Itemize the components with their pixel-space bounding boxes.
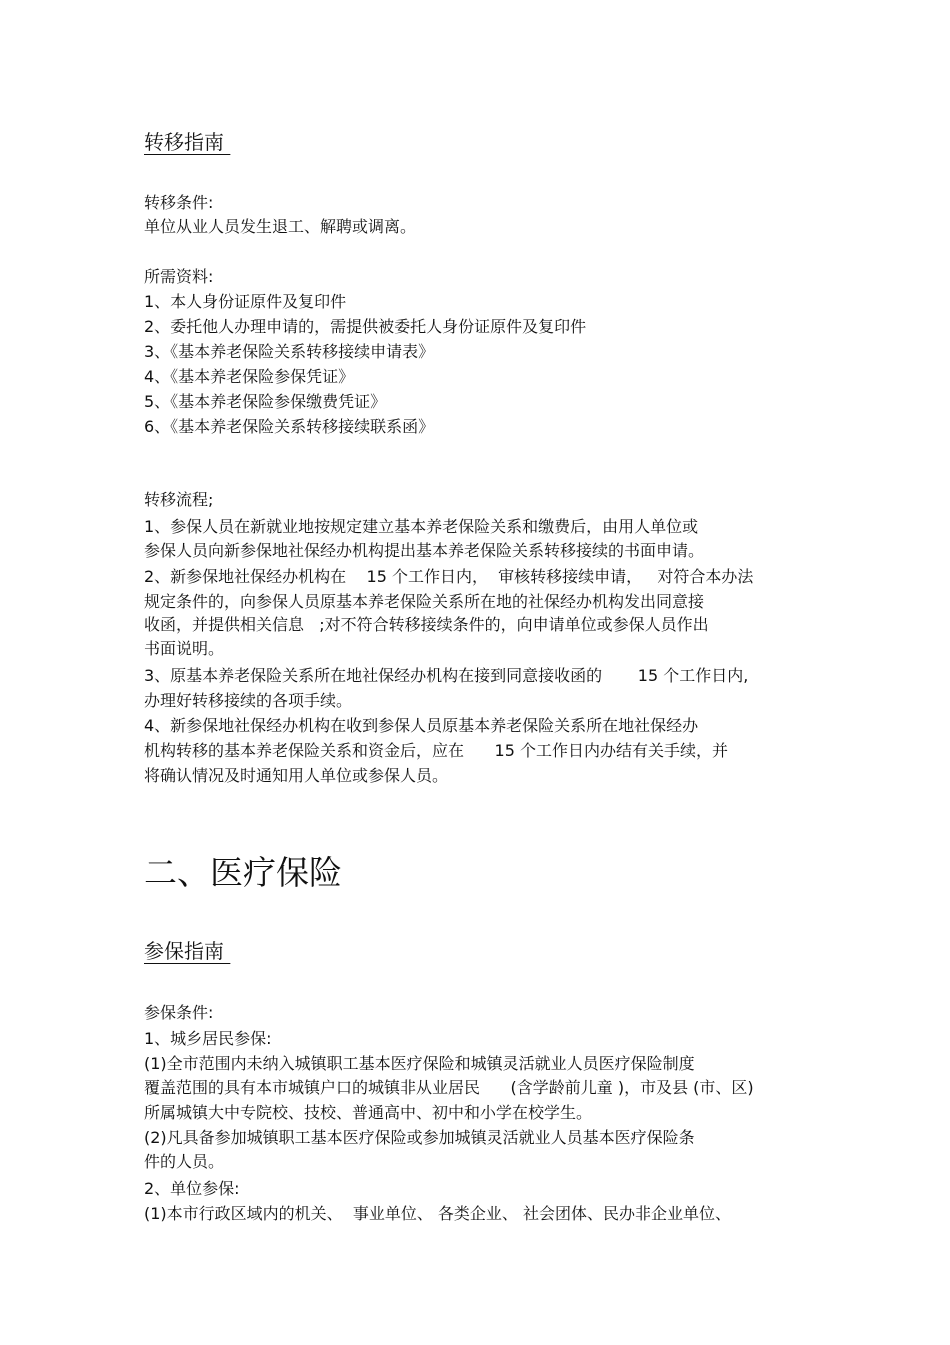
process-label: 转移流程; [144,490,214,509]
material-item: 3、《基本养老保险关系转移接续申请表》 [144,342,435,361]
medical-line: 1、城乡居民参保: [144,1029,272,1048]
process-line: 将确认情况及时通知用人单位或参保人员。 [144,766,449,785]
medical-line: 件的人员。 [144,1152,225,1171]
material-item: 4、《基本养老保险参保凭证》 [144,367,355,386]
process-line: 规定条件的，向参保人员原基本养老保险关系所在地的社保经办机构发出同意接 [144,592,705,611]
transfer-conditions-label: 转移条件: [144,193,214,212]
transfer-conditions-text: 单位从业人员发生退工、解聘或调离。 [144,217,417,236]
enrollment-conditions-label: 参保条件: [144,1003,214,1022]
medical-insurance-section-title: 二、医疗保险 [144,853,342,892]
material-item: 6、《基本养老保险关系转移接续联系函》 [144,417,435,436]
medical-line: 所属城镇大中专院校、技校、普通高中、初中和小学在校学生。 [144,1103,593,1122]
material-item: 5、《基本养老保险参保缴费凭证》 [144,392,387,411]
process-line: 3、原基本养老保险关系所在地社保经办机构在接到同意接收函的 15 个工作日内, [144,666,749,685]
medical-line: 2、单位参保: [144,1179,240,1198]
materials-label: 所需资料: [144,267,214,286]
process-line: 4、新参保地社保经办机构在收到参保人员原基本养老保险关系所在地社保经办 [144,716,699,735]
medical-line: (2)凡具备参加城镇职工基本医疗保险或参加城镇灵活就业人员基本医疗保险条 [144,1128,695,1147]
material-item: 2、委托他人办理申请的，需提供被委托人身份证原件及复印件 [144,317,587,336]
medical-line: (1)全市范围内未纳入城镇职工基本医疗保险和城镇灵活就业人员医疗保险制度 [144,1054,695,1073]
enrollment-guide-heading: 参保指南 [144,939,231,963]
material-item: 1、本人身份证原件及复印件 [144,292,347,311]
process-line: 1、参保人员在新就业地按规定建立基本养老保险关系和缴费后，由用人单位或 [144,517,699,536]
process-line: 收函，并提供相关信息 ;对不符合转移接续条件的，向申请单位或参保人员作出 [144,615,709,634]
medical-line: (1)本市行政区域内的机关、 事业单位、 各类企业、 社会团体、民办非企业单位、 [144,1204,732,1223]
transfer-guide-heading: 转移指南 [144,130,231,154]
medical-line: 覆盖范围的具有本市城镇户口的城镇非从业居民 (含学龄前儿童 )，市及县 (市、区) [144,1078,754,1097]
process-line: 参保人员向新参保地社保经办机构提出基本养老保险关系转移接续的书面申请。 [144,541,705,560]
process-line: 办理好转移接续的各项手续。 [144,691,353,710]
process-line: 书面说明。 [144,639,225,658]
process-line: 机构转移的基本养老保险关系和资金后，应在 15 个工作日内办结有关手续，并 [144,741,728,760]
process-line: 2、新参保地社保经办机构在 15 个工作日内， 审核转移接续申请， 对符合本办法 [144,567,754,586]
